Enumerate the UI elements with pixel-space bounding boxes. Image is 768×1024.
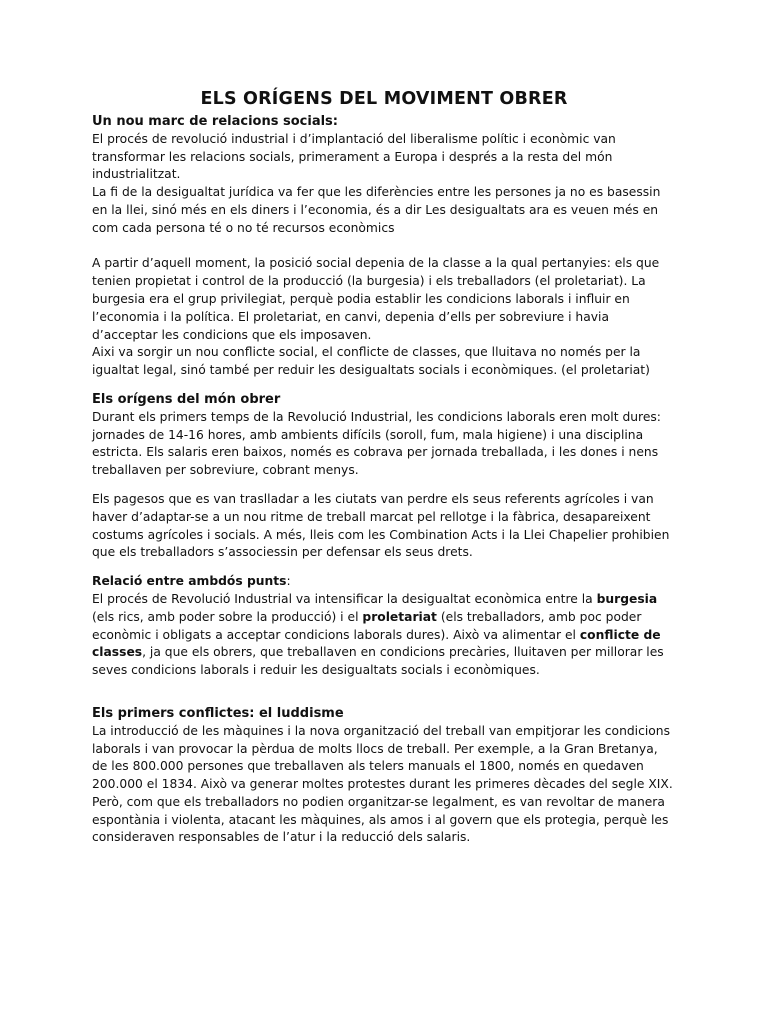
relation-bold-proletariat: proletariat [362,609,437,624]
paragraph-conflicte-classes: Aixi va sorgir un nou conflicte social, el conflicte de classes, que lluitava no només per la igualtat legal, sinó també per reduir les desigualtats socials i econòmiques. (el proletariat) [92,345,650,378]
document-title: ELS ORÍGENS DEL MOVIMENT OBRER [200,89,568,109]
section-heading-relacions-socials: Un nou marc de relacions socials: [92,114,338,129]
paragraph-relacio [92,591,676,680]
paragraph-luddisme: La introducció de les màquines i la nova organització del treball van empitjorar les condicions laborals i van provocar la pèrdua de molts llocs de treball. Per exemple, a la Gran Bretanya, de les 800.000 persones que treballaven als telers manuals el 1800, només en quedaven 200.000 el 1834. Això va generar moltes protestes durant les primeres dècades del segle XIX. Però, com que els treballadors no podien organitzar-se legalment, es van revoltar de manera espontània i violenta, atacant les màquines, als amos i al govern que els protegia, perquè les consideraven responsables de l’atur i la reducció dels salaris. [92,723,673,845]
section-heading-mon-obrer: Els orígens del món obrer [92,391,281,407]
document-page [92,86,676,847]
section-spacer [92,680,676,705]
relation-text-4: , ja que els obrers, que treballaven en condicions precàries, lluitaven per millorar les seves condicions laborals i reduir les desigualtats socials i econòmiques. [92,645,664,678]
paragraph-spacer [92,238,676,256]
paragraph-condicions-laborals: Durant els primers temps de la Revolució Industrial, les condicions laborals eren molt dures: jornades de 14-16 hores, amb ambients difícils (soroll, fum, mala higiene) i una disciplina estricta. Els salaris eren baixos, només es cobrava per jornada treballada, i les dones i nens treballaven per sobreviure, cobrant menys. [92,409,661,478]
section-spacer [92,562,676,573]
paragraph-spacer [92,480,676,491]
paragraph-desigualtat-juridica: La fi de la desigualtat jurídica va fer que les diferències entre les persones ja no es basessin en la llei, sinó més en els diners i l’economia, és a dir Les desigualtats ara es veuen més en com cada persona té o no té recursos econòmics [92,185,661,235]
relation-label-text: Relació entre ambdós punts [92,574,287,589]
relation-text-3: (els treballadors, amb poc poder econòmic i obligats a acceptar condicions laborals dures). Això va alimentar el [92,609,642,642]
relation-label-colon: : [286,574,291,589]
section-spacer [92,380,676,391]
relation-label [92,573,676,591]
paragraph-pagesos: Els pagesos que es van traslladar a les ciutats van perdre els seus referents agrícoles i van haver d’adaptar-se a un nou ritme de treball marcat pel rellotge i la fàbrica, desapareixent costums agrícoles i socials. A més, lleis com les Combination Acts i la Llei Chapelier prohibien que els treballadors s’associessin per defensar els seus drets. [92,491,670,560]
relation-bold-conflicte: conflicte de classes [92,627,661,660]
paragraph-posicio-social: A partir d’aquell moment, la posició social depenia de la classe a la qual pertanyies: els que tenien propietat i control de la producció (la burgesia) i els treballadors (el proletariat). La burgesia era el grup privilegiat, perquè podia establir les condicions laborals i influir en l’economia i la política. El proletariat, en canvi, depenia d’ells per sobreviure i havia d’acceptar les condicions que els imposaven. [92,256,660,342]
relation-text-1: El procés de Revolució Industrial va intensificar la desigualtat econòmica entre la [92,591,597,606]
relation-bold-burgesia: burgesia [596,591,658,606]
paragraph-revolucio-industrial: El procés de revolució industrial i d’implantació del liberalisme polític i econòmic van transformar les relacions socials, primerament a Europa i després a la resta del món industrialitzat. [92,131,616,182]
relation-text-2: (els rics, amb poder sobre la producció) i el [92,609,363,624]
section-heading-luddisme: Els primers conflictes: el luddisme [92,705,344,721]
